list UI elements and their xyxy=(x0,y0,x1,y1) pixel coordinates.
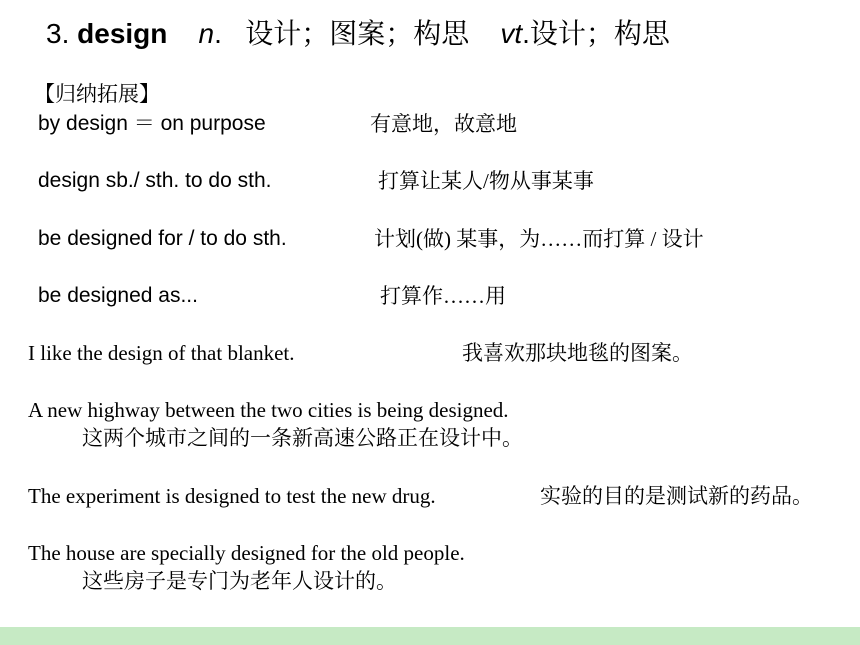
pos-verb-dot: . xyxy=(522,18,530,49)
phrase-en-3: be designed for / to do sth. xyxy=(38,227,287,250)
entry-word: design xyxy=(77,18,168,49)
phrase-en-1: by design ＝ on purpose xyxy=(38,112,266,135)
pos-verb: vt xyxy=(500,18,523,49)
example-zh-1: 我喜欢那块地毯的图案。 xyxy=(462,341,693,365)
example-en-1: I like the design of that blanket. xyxy=(28,341,295,365)
example-en-4: The house are specially designed for the old people. xyxy=(28,541,465,565)
phrase-zh-1: 有意地，故意地 xyxy=(370,112,517,136)
section-heading: 【归纳拓展】 xyxy=(34,82,160,106)
pos-noun-dot: . xyxy=(214,18,222,49)
phrase-en-4: be designed as... xyxy=(38,284,198,307)
phrase-zh-2: 打算让某人/物从事某事 xyxy=(378,169,594,193)
example-zh-2: 这两个城市之间的一条新高速公路正在设计中。 xyxy=(82,426,523,450)
pos-noun: n xyxy=(198,18,215,49)
example-zh-3: 实验的目的是测试新的药品。 xyxy=(540,484,813,508)
heading-word-entry xyxy=(46,16,670,52)
phrase-zh-4: 打算作……用 xyxy=(380,284,506,308)
example-zh-4: 这些房子是专门为老年人设计的。 xyxy=(82,569,397,593)
bottom-accent-bar xyxy=(0,627,860,645)
example-en-2: A new highway between the two cities is being designed. xyxy=(28,398,509,422)
phrase-en-2: design sb./ sth. to do sth. xyxy=(38,169,272,192)
verb-meaning: 设计；构思 xyxy=(529,18,670,49)
entry-number: 3. xyxy=(46,18,70,49)
example-en-3: The experiment is designed to test the new drug. xyxy=(28,484,436,508)
noun-meaning: 设计；图案；构思 xyxy=(245,18,470,49)
phrase-zh-3: 计划(做) 某事，为……而打算 / 设计 xyxy=(374,227,704,251)
